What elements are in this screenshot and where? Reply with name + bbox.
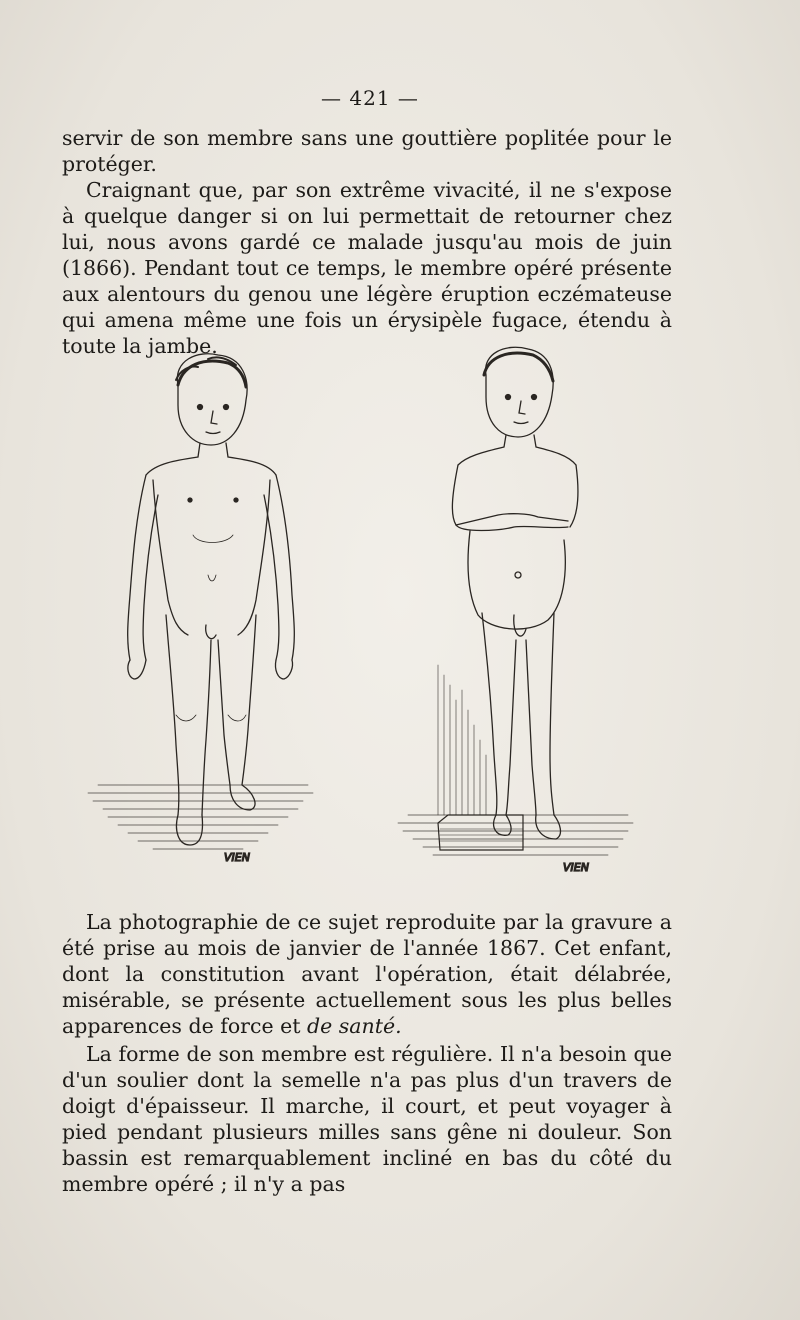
engraving-illustration	[78, 345, 658, 885]
paragraph-3-italic: de santé.	[307, 1014, 402, 1038]
engraving-figure	[78, 345, 658, 885]
left-boy-figure	[88, 354, 313, 864]
page-number: — 421 —	[321, 86, 419, 110]
right-boy-figure	[398, 347, 633, 874]
paragraph-2: Craignant que, par son extrême vivacité, il ne s'expose à quelque danger si on lui permettait de retourner chez lui, nous avons gardé ce malade jusqu'au mois de juin (1866). Pendant tout ce temps, le membre opéré présente aux alentours du genou une légère éruption eczémateuse qui amena même une fois un érysipèle fugace, étendu à toute la jambe.	[62, 178, 672, 358]
right-engraver-signature: VIEN	[563, 861, 589, 874]
paragraph-3-text: La photographie de ce sujet reproduite par la gravure a été prise au mois de janvier de l'année 1867. Cet enfant, dont la constitution avant l'opération, était délabrée, misérable, se présente actuellement sous les plus belles apparences de force et	[62, 910, 672, 1038]
paragraph-3	[62, 909, 672, 1039]
paragraph-1: servir de son membre sans une gouttière poplitée pour le protéger.	[62, 126, 672, 176]
left-engraver-signature: VIEN	[224, 851, 250, 864]
paragraph-4: La forme de son membre est régulière. Il n'a besoin que d'un soulier dont la semelle n'a pas plus d'un travers de doigt d'épaisseur. Il marche, il court, et peut voyager à pied pendant plusieurs milles sans gêne ni douleur. Son bassin est remarquablement incliné en bas du côté du membre opéré ; il n'y a pas	[62, 1042, 672, 1196]
